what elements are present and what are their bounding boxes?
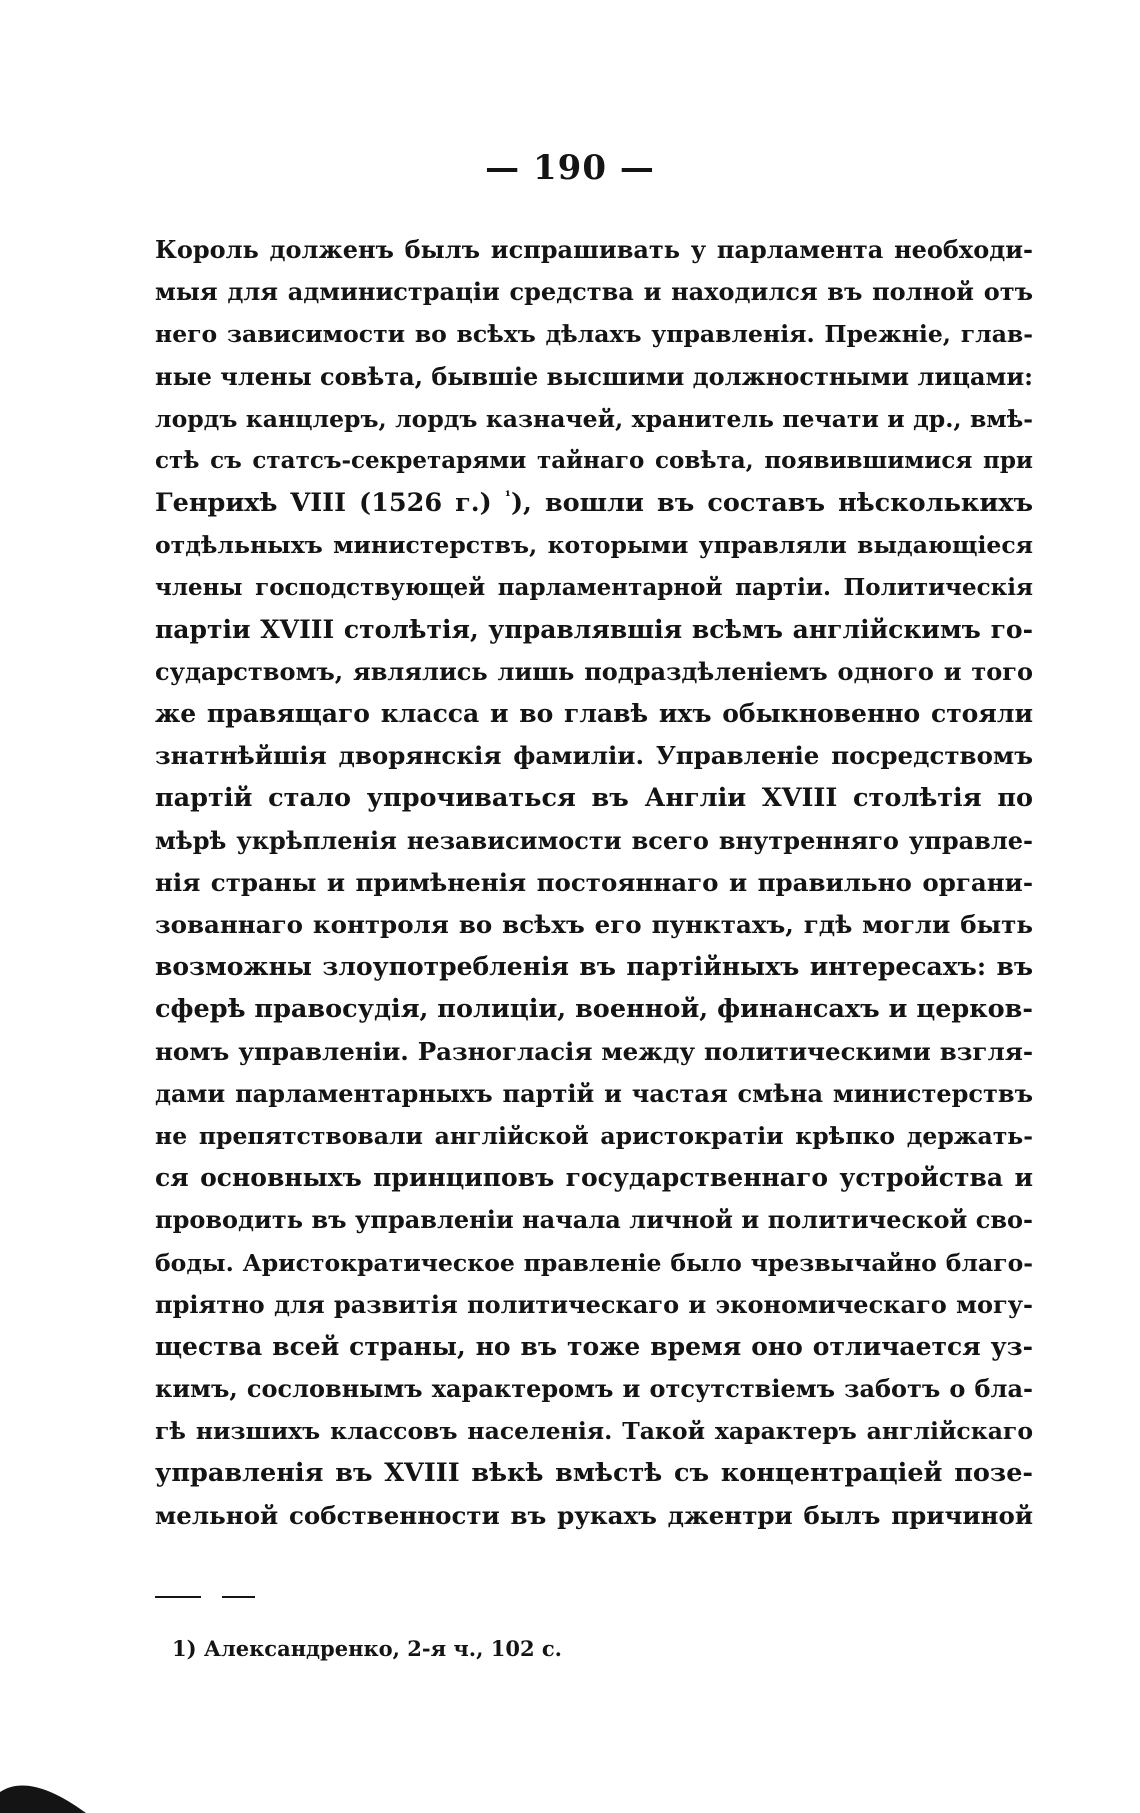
text-line: мыя для администраціи средства и находился въ полной отъ [155,277,1033,307]
footnote-rule [222,1596,255,1598]
text-line: партій стало упрочиваться въ Англіи XVIII столѣтія по [155,783,1033,814]
body-text [155,229,1033,1537]
text-line: ные члены совѣта, бывшіе высшими должностными лицами: [155,361,1033,391]
text-line: проводить въ управленіи начала личной и политической сво- [155,1205,1033,1235]
text-line: Генрихѣ VIII (1526 г.) $^{^1}$), вошли въ составъ нѣсколькихъ [155,488,1033,519]
text-line: дами парламентарныхъ партій и частая смѣна министерствъ [155,1078,1033,1108]
text-line: же правящаго класса и во главѣ ихъ обыкновенно стояли [155,699,1033,729]
text-line: щества всей страны, но въ тоже время оно отличается уз- [155,1331,1033,1361]
footnote: 1) Александренко, 2-я ч., 102 с. [172,1636,562,1661]
footnote-reference: ¹ [504,489,511,506]
text-line: ся основныхъ принциповъ государственнаго устройства и [155,1163,1033,1193]
text-line: стѣ съ статсъ-секретарями тайнаго совѣта, появившимися при [155,446,1033,474]
text-line: боды. Аристократическое правленіе было чрезвычайно благо- [155,1248,1033,1277]
text-line: лордъ канцлеръ, лордъ казначей, хранитель печати и др., вмѣ- [155,404,1033,433]
text-line: нія страны и примѣненія постояннаго и правильно органи- [155,867,1033,897]
footnote-rule [155,1596,201,1598]
text-line: пріятно для развитія политическаго и экономическаго могу- [155,1289,1033,1319]
page-number: — 190 — [485,148,655,188]
text-line: мѣрѣ укрѣпленія независимости всего внутренняго управле- [155,825,1033,855]
text-line: кимъ, сословнымъ характеромъ и отсутствіемъ заботъ о бла- [155,1374,1033,1404]
text-line: не препятствовали англійской аристократіи крѣпко держать- [155,1121,1033,1150]
text-line: партіи XVIII столѣтія, управлявшія всѣмъ англійскимъ го- [155,614,1033,644]
text-line: отдѣльныхъ министерствъ, которыми управляли выдающіеся [155,531,1033,560]
text-line: члены господствующей парламентарной партіи. Политическія [155,573,1033,601]
text-line: зованнаго контроля во всѣхъ его пунктахъ, гдѣ могли быть [155,910,1033,939]
text-line: управленія въ XVIII вѣкѣ вмѣстѣ съ концентраціей позе- [155,1458,1033,1489]
text-line: сферѣ правосудія, полиціи, военной, финансахъ и церков- [155,994,1033,1025]
text-line: возможны злоупотребленія въ партійныхъ интересахъ: въ [155,952,1033,982]
text-line: мельной собственности въ рукахъ джентри былъ причиной [155,1500,1033,1530]
text-line: него зависимости во всѣхъ дѣлахъ управленія. Прежніе, глав- [155,320,1033,349]
text-line: знатнѣйшія дворянскія фамиліи. Управленіе посредствомъ [155,741,1033,771]
text-line: номъ управленіи. Разногласія между политическими взгля- [155,1036,1033,1066]
text-line: гѣ низшихъ классовъ населенія. Такой характеръ англійскаго [155,1417,1033,1446]
page-corner-shadow [0,1772,86,1813]
text-line: Король долженъ былъ испрашивать у парламента необходи- [155,235,1033,264]
text-line: сударствомъ, являлись лишь подраздѣленіемъ одного и того [155,656,1033,686]
